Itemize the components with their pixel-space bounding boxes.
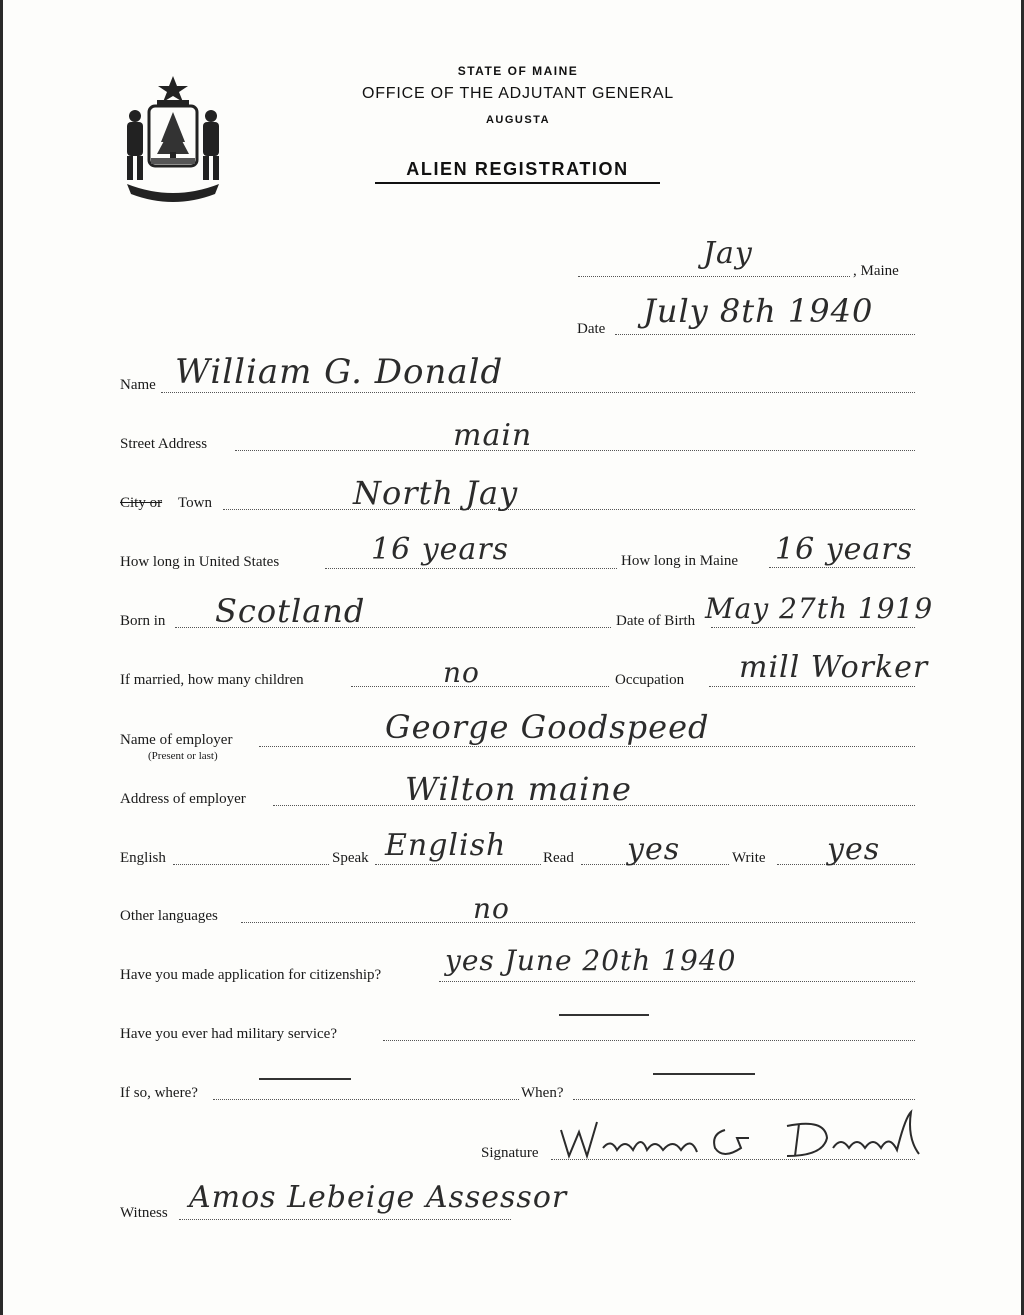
write-label: Write: [732, 850, 766, 866]
name-line: [161, 392, 915, 393]
years-us-label: How long in United States: [120, 554, 280, 570]
street-address-label: Street Address: [120, 436, 208, 452]
employer-value: George Goodspeed: [385, 708, 710, 746]
born-in-value: Scotland: [215, 592, 366, 630]
english-label: English: [120, 850, 166, 866]
years-maine-label: How long in Maine: [621, 553, 739, 569]
military-label: Have you ever had military service?: [120, 1026, 337, 1042]
read-label: Read: [543, 850, 574, 866]
where-dash: [259, 1078, 351, 1080]
speak-label: Speak: [332, 850, 369, 866]
date-line: [615, 334, 915, 335]
employer-sublabel: (Present or last): [148, 750, 218, 762]
other-languages-line: [241, 922, 915, 923]
children-label: If married, how many children: [120, 672, 304, 688]
header-state: STATE OF MAINE: [457, 64, 579, 78]
military-line: [383, 1040, 915, 1041]
maine-seal-icon: [113, 72, 233, 202]
when-line: [573, 1099, 915, 1100]
citizenship-value: yes June 20th 1940: [445, 944, 737, 977]
name-value: William G. Donald: [175, 352, 504, 392]
place-value: Jay: [703, 236, 753, 271]
employer-address-label: Address of employer: [120, 791, 246, 807]
years-us-value: 16 years: [371, 532, 510, 567]
speak-line: [375, 864, 541, 865]
when-dash: [653, 1073, 755, 1075]
witness-value: Amos Lebeige Assessor: [189, 1180, 568, 1215]
town-value: North Jay: [353, 474, 519, 512]
employer-address-value: Wilton maine: [405, 770, 632, 808]
speak-value: English: [385, 828, 507, 863]
signature-label: Signature: [481, 1145, 539, 1161]
date-of-birth-value: May 27th 1919: [705, 592, 934, 625]
header-city: AUGUSTA: [485, 114, 551, 126]
town-line: [223, 509, 915, 510]
name-label: Name: [120, 377, 156, 393]
children-line: [351, 686, 609, 687]
when-label: When?: [521, 1085, 564, 1101]
born-in-label: Born in: [120, 613, 166, 629]
street-address-value: main: [453, 418, 533, 453]
form-title: ALIEN REGISTRATION: [375, 159, 660, 184]
date-value: July 8th 1940: [643, 292, 874, 330]
where-line: [213, 1099, 519, 1100]
witness-line: [179, 1219, 511, 1220]
children-value: no: [443, 656, 480, 689]
witness-label: Witness: [120, 1205, 168, 1221]
city-label-struck: City or: [120, 495, 163, 511]
years-maine-value: 16 years: [775, 532, 914, 567]
employer-line: [259, 746, 915, 747]
military-dash: [559, 1014, 649, 1016]
occupation-value: mill Worker: [739, 650, 929, 685]
date-of-birth-line: [711, 627, 915, 628]
occupation-label: Occupation: [615, 672, 685, 688]
years-maine-line: [769, 567, 915, 568]
occupation-line: [709, 686, 915, 687]
date-label: Date: [577, 321, 606, 337]
employer-label: Name of employer: [120, 732, 233, 748]
place-suffix: , Maine: [853, 263, 899, 279]
date-of-birth-label: Date of Birth: [616, 613, 696, 629]
other-languages-label: Other languages: [120, 908, 218, 924]
years-us-line: [325, 568, 617, 569]
street-address-line: [235, 450, 915, 451]
other-languages-value: no: [473, 892, 510, 925]
citizenship-label: Have you made application for citizenship?: [120, 967, 382, 983]
english-line: [173, 864, 329, 865]
write-value: yes: [827, 832, 881, 867]
citizenship-line: [439, 981, 915, 982]
place-line: [578, 276, 850, 277]
read-value: yes: [627, 832, 681, 867]
header-office: OFFICE OF THE ADJUTANT GENERAL: [361, 85, 675, 102]
where-label: If so, where?: [120, 1085, 198, 1101]
signature-image: [555, 1108, 935, 1168]
town-label: Town: [178, 495, 212, 511]
